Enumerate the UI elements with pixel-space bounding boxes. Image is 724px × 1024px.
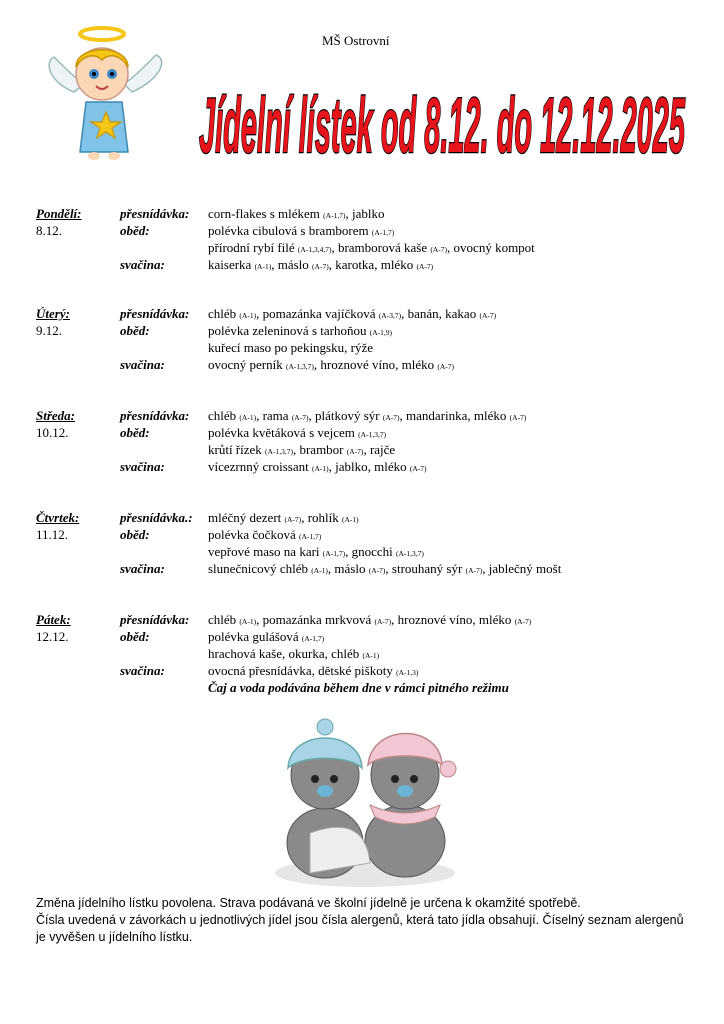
school-name: MŠ Ostrovní: [322, 33, 390, 48]
meal-label: oběd:: [120, 527, 150, 542]
food-text: , brambor: [292, 442, 347, 457]
allergen-code: (A-1): [362, 651, 380, 660]
allergen-code: (A-1,7): [322, 549, 346, 558]
food-text: kuřecí maso po pekingsku, rýže: [208, 340, 373, 355]
menu-row: [36, 509, 716, 526]
meal-label: přesnídávka:: [120, 306, 190, 321]
footer-note: [36, 895, 696, 946]
day-block: [36, 509, 716, 577]
menu-row: [36, 628, 716, 645]
menu-row: [36, 322, 716, 339]
allergen-code: (A-7): [312, 262, 329, 271]
food-text: , hroznové víno, mléko: [391, 612, 515, 627]
allergen-code: (A-7): [479, 311, 497, 320]
food-text: polévka zeleninová s tarhoňou: [208, 323, 370, 338]
food-text: vepřové maso na kari: [208, 544, 323, 559]
food-text: krůtí řízek: [208, 442, 266, 457]
allergen-code: (A-1,3,7): [285, 362, 314, 371]
food-text: polévka čočková: [208, 527, 299, 542]
allergen-code: (A-1): [342, 515, 359, 524]
day-block: [36, 205, 716, 273]
day-date: 8.12.: [36, 223, 62, 238]
allergen-code: (A-1,7): [323, 211, 346, 220]
allergen-code: (A-1,3,4,7): [297, 245, 332, 254]
allergen-code: (A-1): [239, 311, 257, 320]
food-text: , strouhaný sýr: [385, 561, 466, 576]
food-text: chléb: [208, 408, 240, 423]
allergen-code: (A-7): [514, 617, 532, 626]
drinks-note: Čaj a voda podávána během dne v rámci pitného režimu: [208, 680, 509, 695]
food-text: , rajče: [363, 442, 396, 457]
food-text: hrachová kaše, okurka, chléb: [208, 646, 363, 661]
meal-label: přesnídávka:: [120, 612, 190, 627]
food-text: , banán, kakao: [401, 306, 480, 321]
allergen-code: (A-7): [416, 262, 434, 271]
menu-row: [36, 407, 716, 424]
food-text: , jablečný mošt: [482, 561, 562, 576]
day-block: [36, 305, 716, 373]
menu-row: [36, 526, 716, 543]
food-text: polévka gulášová: [208, 629, 302, 644]
page-title: [192, 50, 692, 170]
menu-row: [36, 256, 716, 273]
menu-row: [36, 645, 716, 662]
menu-row: [36, 222, 716, 239]
allergen-code: (A-7): [284, 515, 302, 524]
food-text: , pomazánka vajíčková: [256, 306, 379, 321]
day-name: Středa:: [36, 408, 75, 423]
food-text: mléčný dezert: [208, 510, 285, 525]
allergen-code: (A-7): [430, 245, 448, 254]
day-date: 10.12.: [36, 425, 69, 440]
allergen-code: (A-7): [368, 566, 386, 575]
menu-row: [36, 424, 716, 441]
menu-row: [36, 356, 716, 373]
allergen-code: (A-1,7): [301, 634, 325, 643]
meal-label: svačina:: [120, 357, 165, 372]
menu-row: [36, 543, 716, 560]
food-text: , máslo: [327, 561, 369, 576]
allergen-code: (A-7): [409, 464, 427, 473]
allergen-code: (A-1): [254, 262, 272, 271]
menu-row: [36, 441, 716, 458]
meal-label: přesnídávka:: [120, 206, 190, 221]
angel-illustration: [44, 22, 174, 167]
food-text: , ovocný kompot: [447, 240, 535, 255]
food-text: , máslo: [271, 257, 313, 272]
allergen-code: (A-7): [374, 617, 392, 626]
food-text: , jablko: [345, 206, 385, 221]
allergen-code: (A-1,3,7): [396, 549, 424, 558]
menu-row: [36, 205, 716, 222]
food-text: chléb: [208, 612, 240, 627]
food-text: , pomazánka mrkvová: [256, 612, 375, 627]
food-text: , mléko: [374, 257, 417, 272]
allergen-code: (A-1,7): [371, 228, 395, 237]
food-text: , jablko, mléko: [328, 459, 410, 474]
meal-label: svačina:: [120, 663, 165, 678]
teddy-bears-illustration: [270, 713, 460, 891]
day-name: Čtvrtek:: [36, 510, 80, 525]
allergen-code: (A-1,7): [298, 532, 322, 541]
food-text: corn-flakes s mlékem: [208, 206, 324, 221]
allergen-code: (A-7): [465, 566, 483, 575]
menu-row: [36, 305, 716, 322]
food-items: [208, 256, 433, 275]
allergen-code: (A-7): [291, 413, 309, 422]
day-block: [36, 611, 716, 696]
allergen-code: (A-1,9): [369, 328, 393, 337]
day-block: [36, 407, 716, 475]
allergen-code: (A-7): [509, 413, 527, 422]
menu-row: [36, 662, 716, 679]
svg-text:Jídelní lístek od 8.12. do 12.: Jídelní lístek od 8.12. do 12.12.2025: [199, 81, 686, 169]
food-items: [208, 356, 454, 375]
food-text: ovocný perník: [208, 357, 286, 372]
menu-row: [36, 239, 716, 256]
allergen-code: (A-1,3,7): [265, 447, 293, 456]
footer-line-2: Čísla uvedená v závorkách u jednotlivých jídel jsou čísla alergenů, která tato jídla obsahují. Číselný seznam alergenů je vyvěšen u jídelního lístku.: [36, 913, 684, 944]
food-text: , bramborová kaše: [331, 240, 431, 255]
meal-label: oběd:: [120, 425, 150, 440]
food-text: , mandarinka, mléko: [399, 408, 510, 423]
food-text: ovocná přesnídávka, dětské piškoty: [208, 663, 397, 678]
food-text: vícezrnný croissant: [208, 459, 312, 474]
meal-label: přesnídávka.:: [120, 510, 193, 525]
allergen-code: (A-3,7): [378, 311, 402, 320]
meal-label: oběd:: [120, 629, 150, 644]
menu-row: [36, 611, 716, 628]
day-date: 11.12.: [36, 527, 69, 542]
food-text: chléb: [208, 306, 240, 321]
day-name: Pátek:: [36, 612, 71, 627]
allergen-code: (A-7): [346, 447, 364, 456]
food-items: [208, 339, 373, 356]
food-text: přírodní rybí filé: [208, 240, 298, 255]
menu-row: [36, 679, 716, 696]
food-text: slunečnicový chléb: [208, 561, 312, 576]
food-text: polévka květáková s vejcem: [208, 425, 359, 440]
menu-row: [36, 339, 716, 356]
food-items: [208, 560, 561, 579]
menu-row: [36, 458, 716, 475]
menu-row: [36, 560, 716, 577]
food-text: polévka cibulová s bramborem: [208, 223, 372, 238]
meal-label: oběd:: [120, 223, 150, 238]
food-text: kaiserka: [208, 257, 255, 272]
meal-label: oběd:: [120, 323, 150, 338]
footer-line-1: Změna jídelního lístku povolena. Strava podávaná ve školní jídelně je určena k okamžité spotřebě.: [36, 896, 581, 910]
allergen-code: (A-1): [311, 464, 329, 473]
food-text: , plátkový sýr: [308, 408, 383, 423]
meal-label: svačina:: [120, 561, 165, 576]
allergen-code: (A-7): [437, 362, 455, 371]
food-items: [208, 458, 427, 477]
day-date: 9.12.: [36, 323, 62, 338]
food-text: , hroznové víno, mléko: [313, 357, 438, 372]
food-text: , rama: [256, 408, 292, 423]
allergen-code: (A-7): [382, 413, 400, 422]
meal-label: svačina:: [120, 257, 165, 272]
meal-label: svačina:: [120, 459, 165, 474]
day-name: Úterý:: [36, 306, 70, 321]
allergen-code: (A-1): [311, 566, 328, 575]
day-date: 12.12.: [36, 629, 69, 644]
allergen-code: (A-1): [239, 413, 257, 422]
allergen-code: (A-1,3): [396, 668, 419, 677]
food-text: , gnocchi: [345, 544, 396, 559]
allergen-code: (A-1,3,7): [358, 430, 387, 439]
day-name: Pondělí:: [36, 206, 82, 221]
meal-label: přesnídávka:: [120, 408, 190, 423]
food-text: , karotka: [328, 257, 375, 272]
food-text: , rohlík: [301, 510, 342, 525]
allergen-code: (A-1): [239, 617, 257, 626]
